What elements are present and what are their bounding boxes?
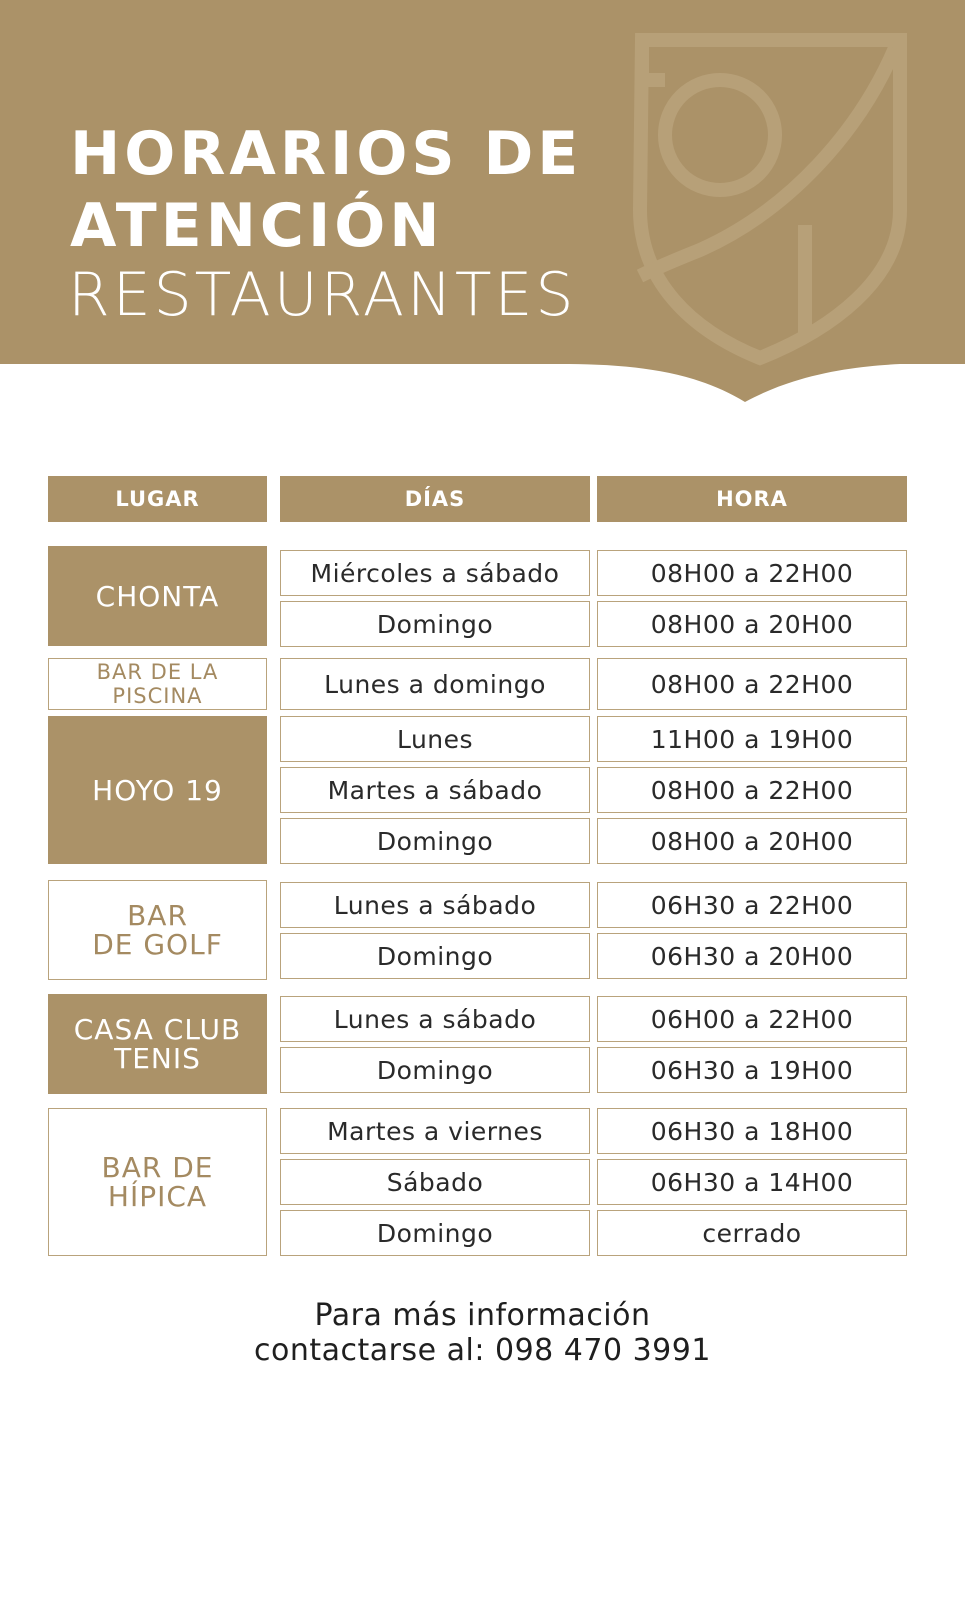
- column-header-dias: DÍAS: [280, 476, 590, 522]
- header-banner: [0, 0, 965, 420]
- schedule-hours-cell: 06H30 a 14H00: [597, 1159, 907, 1205]
- schedule-hours-cell: 06H30 a 19H00: [597, 1047, 907, 1093]
- title-line-1: HORARIOS DE: [70, 119, 583, 189]
- schedule-hours-cell: 06H30 a 18H00: [597, 1108, 907, 1154]
- schedule-days-cell: Domingo: [280, 1047, 590, 1093]
- place-casa-club-tenis: CASA CLUB TENIS: [48, 994, 267, 1094]
- schedule-days-cell: Martes a sábado: [280, 767, 590, 813]
- column-header-hora: HORA: [597, 476, 907, 522]
- schedule-days-cell: Martes a viernes: [280, 1108, 590, 1154]
- schedule-days-cell: Domingo: [280, 601, 590, 647]
- schedule-hours-cell: 06H30 a 22H00: [597, 882, 907, 928]
- schedule-hours-cell: 06H30 a 20H00: [597, 933, 907, 979]
- schedule-hours-cell: 08H00 a 22H00: [597, 767, 907, 813]
- schedule-days-cell: Lunes: [280, 716, 590, 762]
- contact-line-1: Para más información: [314, 1298, 651, 1333]
- column-header-lugar: LUGAR: [48, 476, 267, 522]
- place-bar-de-golf: BAR DE GOLF: [48, 880, 267, 980]
- schedule-hours-cell: 08H00 a 20H00: [597, 601, 907, 647]
- schedule-days-cell: Lunes a sábado: [280, 996, 590, 1042]
- place-bar-de-hipica: BAR DE HÍPICA: [48, 1108, 267, 1256]
- contact-info: [0, 1298, 965, 1368]
- place-hoyo-19: HOYO 19: [48, 716, 267, 864]
- schedule-days-cell: Domingo: [280, 818, 590, 864]
- schedule-hours-cell: 11H00 a 19H00: [597, 716, 907, 762]
- place-bar-de-la-piscina: BAR DE LA PISCINA: [48, 658, 267, 710]
- schedule-hours-cell: 06H00 a 22H00: [597, 996, 907, 1042]
- place-chonta: CHONTA: [48, 546, 267, 646]
- schedule-days-cell: Lunes a domingo: [280, 658, 590, 710]
- page-subtitle: RESTAURANTES: [68, 260, 577, 330]
- schedule-days-cell: Domingo: [280, 1210, 590, 1256]
- schedule-days-cell: Lunes a sábado: [280, 882, 590, 928]
- schedule-hours-cell: 08H00 a 22H00: [597, 658, 907, 710]
- contact-line-2: contactarse al: 098 470 3991: [254, 1333, 711, 1368]
- schedule-hours-cell: cerrado: [597, 1210, 907, 1256]
- page-title: [70, 118, 582, 262]
- schedule-days-cell: Miércoles a sábado: [280, 550, 590, 596]
- schedule-hours-cell: 08H00 a 20H00: [597, 818, 907, 864]
- schedule-hours-cell: 08H00 a 22H00: [597, 550, 907, 596]
- schedule-days-cell: Domingo: [280, 933, 590, 979]
- schedule-days-cell: Sábado: [280, 1159, 590, 1205]
- title-line-2: ATENCIÓN: [70, 191, 444, 261]
